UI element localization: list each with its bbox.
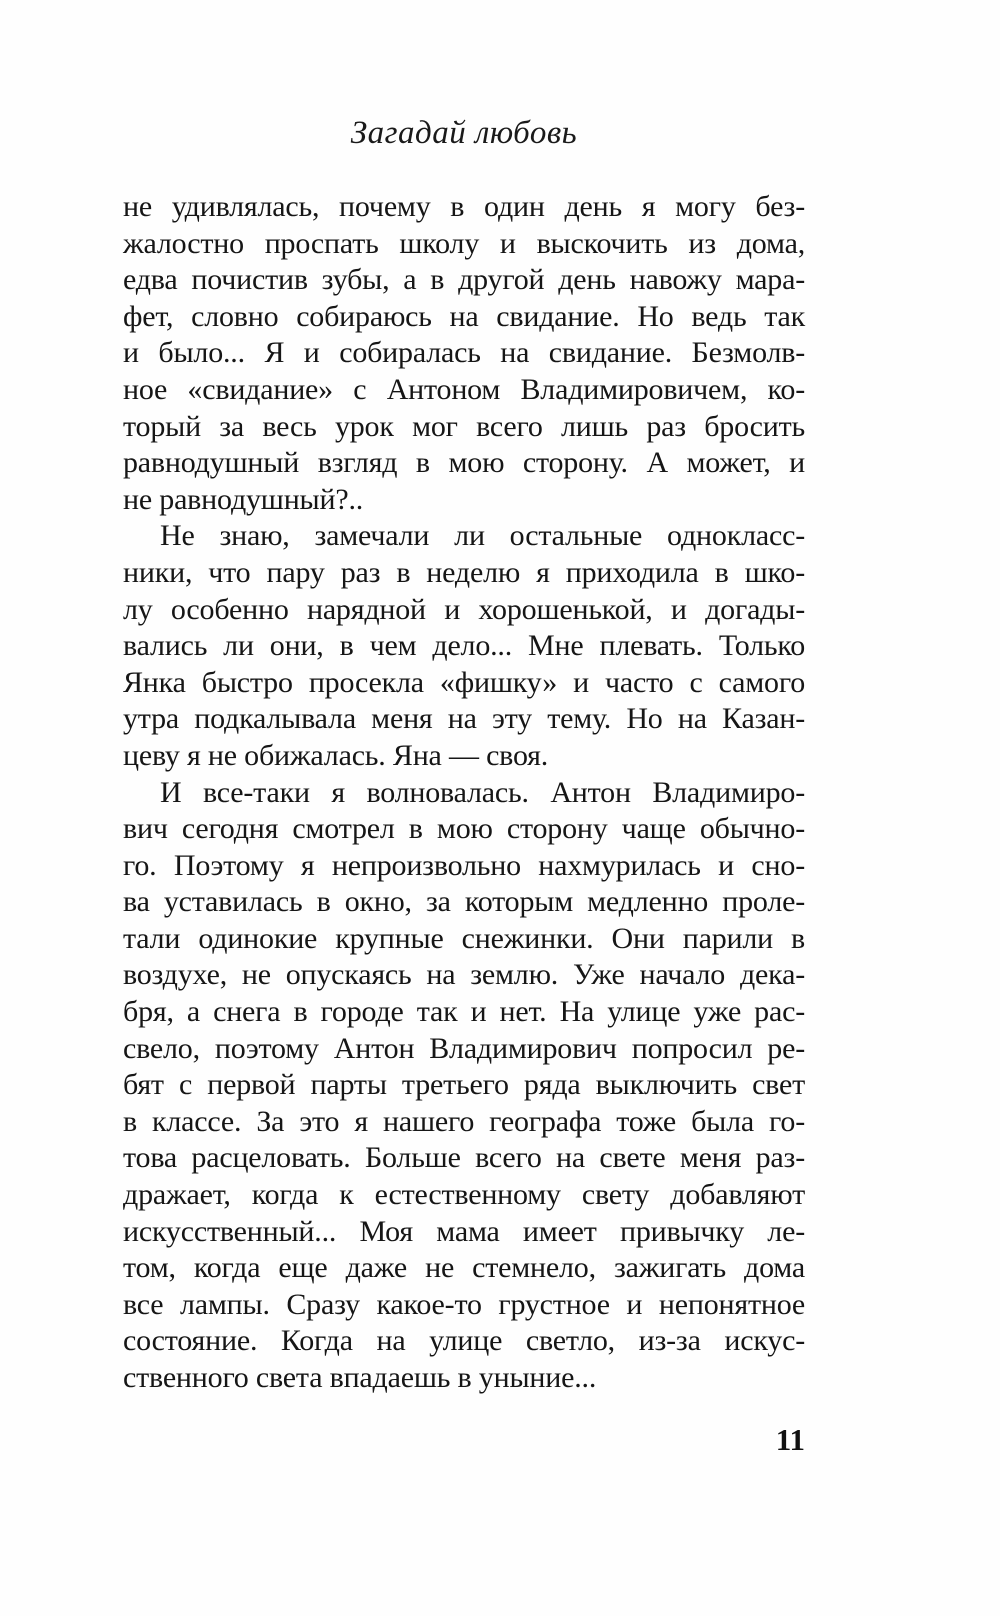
text-line: все лампы. Сразу какое-то грустное и непонятное [123,1287,805,1321]
text-line: и было... Я и собиралась на свидание. Безмолв- [123,336,805,370]
text-line: фет, словно собираюсь на свидание. Но ведь так [123,299,805,333]
text-line: И все-таки я волновалась. Антон Владимиро- [160,775,805,809]
text-line: в классе. За это я нашего географа тоже была го- [123,1104,805,1138]
page-number: 11 [775,1422,805,1457]
text-line: равнодушный взгляд в мою сторону. А может, и [123,446,805,480]
text-line: лу особенно нарядной и хорошенькой, и догады- [123,592,805,626]
text-line: Не знаю, замечали ли остальные однокласс- [160,519,805,553]
text-line: ное «свидание» с Антоном Владимировичем, ко- [123,372,805,406]
text-line: това расцеловать. Больше всего на свете меня раз- [123,1141,805,1175]
text-line: воздухе, не опускаясь на землю. Уже начало дека- [123,958,805,992]
text-line: дражает, когда к естественному свету добавляют [123,1178,805,1212]
text-line: утра подкалывала меня на эту тему. Но на Казан- [123,702,805,736]
text-line: том, когда еще даже не стемнело, зажигать дома [123,1251,805,1285]
text-line: ственного света впадаешь в уныние... [123,1361,597,1394]
text-line: бят с первой парты третьего ряда выключить свет [123,1068,805,1102]
text-line: ники, что пару раз в неделю я приходила в шко- [123,555,805,589]
text-line: цеву я не обижалась. Яна — своя. [123,738,549,772]
text-line: вались ли они, в чем дело... Мне плевать. Только [123,629,805,663]
text-line: вич сегодня смотрел в мою сторону чаще обычно- [123,812,805,846]
text-line: состояние. Когда на улице светло, из-за искус- [123,1324,805,1358]
text-line: бря, а снега в городе так и нет. На улице уже рас- [123,995,805,1029]
running-title: Загадай любовь [350,115,578,151]
text-line: торый за весь урок мог всего лишь раз бросить [123,409,805,443]
text-line: жалостно проспать школу и выскочить из дома, [123,226,805,260]
text-line: едва почистив зубы, а в другой день навожу мара- [123,263,805,297]
text-line: искусственный... Моя мама имеет привычку ле- [123,1214,805,1248]
text-line: Янка быстро просекла «фишку» и часто с самого [123,665,805,699]
text-line: свело, поэтому Антон Владимирович попросил ре- [123,1031,805,1065]
text-line: го. Поэтому я непроизвольно нахмурилась и сно- [123,848,805,882]
text-line: не равнодушный?.. [123,482,364,516]
text-line: не удивлялась, почему в один день я могу без- [123,190,805,223]
text-line: ва уставилась в окно, за которым медленно проле- [123,885,805,919]
text-line: тали одинокие крупные снежинки. Они парили в [123,921,805,955]
page-text [123,189,805,1397]
